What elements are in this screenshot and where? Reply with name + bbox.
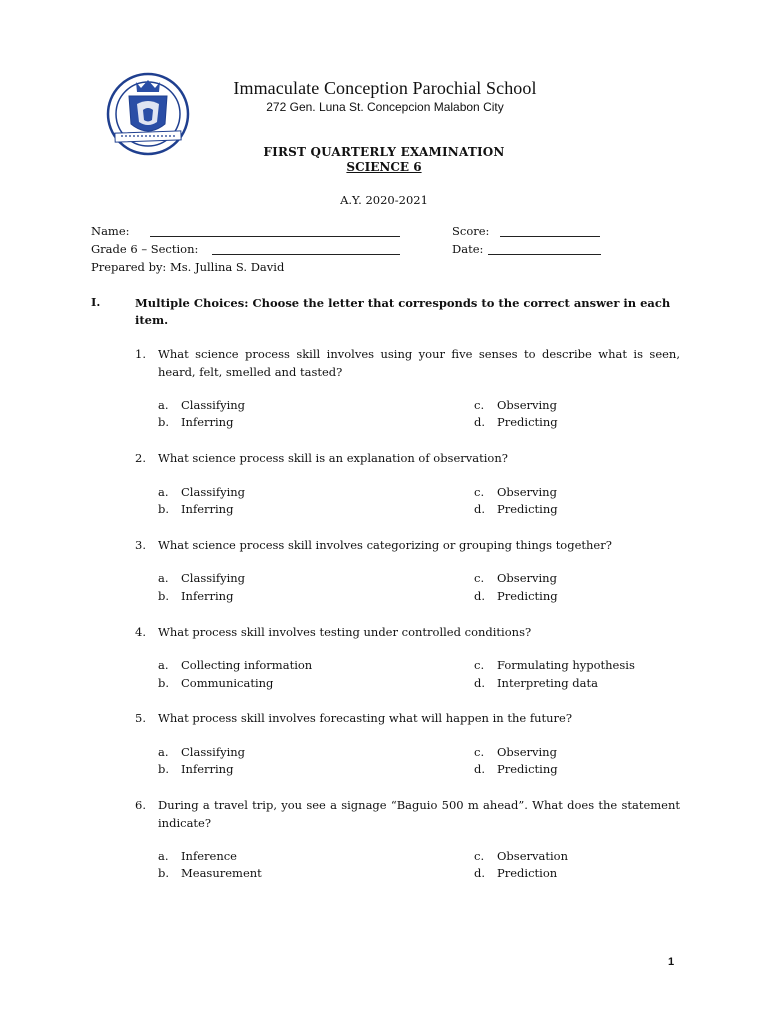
option-d[interactable]: d. Predicting <box>474 502 558 516</box>
question-5 <box>135 710 680 728</box>
option-b[interactable]: b. Inferring <box>158 502 234 516</box>
section-field-line[interactable] <box>212 254 400 255</box>
option-b[interactable]: b. Communicating <box>158 676 274 690</box>
question-number: 1. <box>135 347 146 361</box>
option-c[interactable]: c. Observing <box>474 485 557 499</box>
option-c[interactable]: c. Observing <box>474 571 557 585</box>
option-a[interactable]: a. Classifying <box>158 745 246 759</box>
option-c[interactable]: c. Observation <box>474 849 568 863</box>
option-b[interactable]: b. Measurement <box>158 866 262 880</box>
option-a[interactable]: a. Inference <box>158 849 237 863</box>
option-b[interactable]: b. Inferring <box>158 415 234 429</box>
score-field-line[interactable] <box>500 236 600 237</box>
question-number: 5. <box>135 711 146 725</box>
option-a[interactable]: a. Classifying <box>158 485 246 499</box>
option-d[interactable]: d. Interpreting data <box>474 676 598 690</box>
page-number: 1 <box>668 956 675 968</box>
option-d[interactable]: d. Predicting <box>474 415 558 429</box>
prepared-by: Prepared by: Ms. Jullina S. David <box>91 260 285 274</box>
question-6 <box>135 797 680 832</box>
question-text: What science process skill involves using your five senses to describe what is seen, heard, felt, smelled and tasted? <box>158 347 680 379</box>
section-number: I. <box>91 295 101 309</box>
date-field-line[interactable] <box>488 254 601 255</box>
date-label: Date: <box>452 242 484 256</box>
option-c[interactable]: c. Observing <box>474 398 557 412</box>
option-b[interactable]: b. Inferring <box>158 762 234 776</box>
academic-year: A.Y. 2020-2021 <box>340 193 428 207</box>
school-address: 272 Gen. Luna St. Concepcion Malabon City <box>266 100 504 114</box>
question-text: During a travel trip, you see a signage “Baguio 500 m ahead”. What does the statement indicate? <box>158 798 680 830</box>
question-number: 6. <box>135 798 146 812</box>
question-number: 2. <box>135 451 146 465</box>
exam-title: FIRST QUARTERLY EXAMINATION <box>263 145 505 159</box>
school-seal-logo <box>103 66 193 156</box>
option-a[interactable]: a. Classifying <box>158 398 246 412</box>
option-b[interactable]: b. Inferring <box>158 589 234 603</box>
question-text: What process skill involves forecasting what will happen in the future? <box>158 711 573 725</box>
section-label: Grade 6 – Section: <box>91 242 199 256</box>
name-field-line[interactable] <box>150 236 400 237</box>
question-text: What process skill involves testing under controlled conditions? <box>158 625 532 639</box>
question-text: What science process skill involves categorizing or grouping things together? <box>158 538 612 552</box>
option-a[interactable]: a. Classifying <box>158 571 246 585</box>
option-d[interactable]: d. Predicting <box>474 762 558 776</box>
question-text: What science process skill is an explanation of observation? <box>158 451 508 465</box>
name-label: Name: <box>91 224 130 238</box>
question-number: 3. <box>135 538 146 552</box>
question-2 <box>135 450 680 468</box>
option-d[interactable]: d. Prediction <box>474 866 558 880</box>
option-c[interactable]: c. Formulating hypothesis <box>474 658 635 672</box>
section-instruction: Multiple Choices: Choose the letter that corresponds to the correct answer in each item. <box>135 296 671 327</box>
question-number: 4. <box>135 625 146 639</box>
option-a[interactable]: a. Collecting information <box>158 658 313 672</box>
option-d[interactable]: d. Predicting <box>474 589 558 603</box>
option-c[interactable]: c. Observing <box>474 745 557 759</box>
exam-subject: SCIENCE 6 <box>346 160 422 174</box>
question-3 <box>135 537 680 555</box>
score-label: Score: <box>452 224 490 238</box>
question-1 <box>135 346 680 381</box>
school-name: Immaculate Conception Parochial School <box>233 78 537 98</box>
question-4 <box>135 624 680 642</box>
